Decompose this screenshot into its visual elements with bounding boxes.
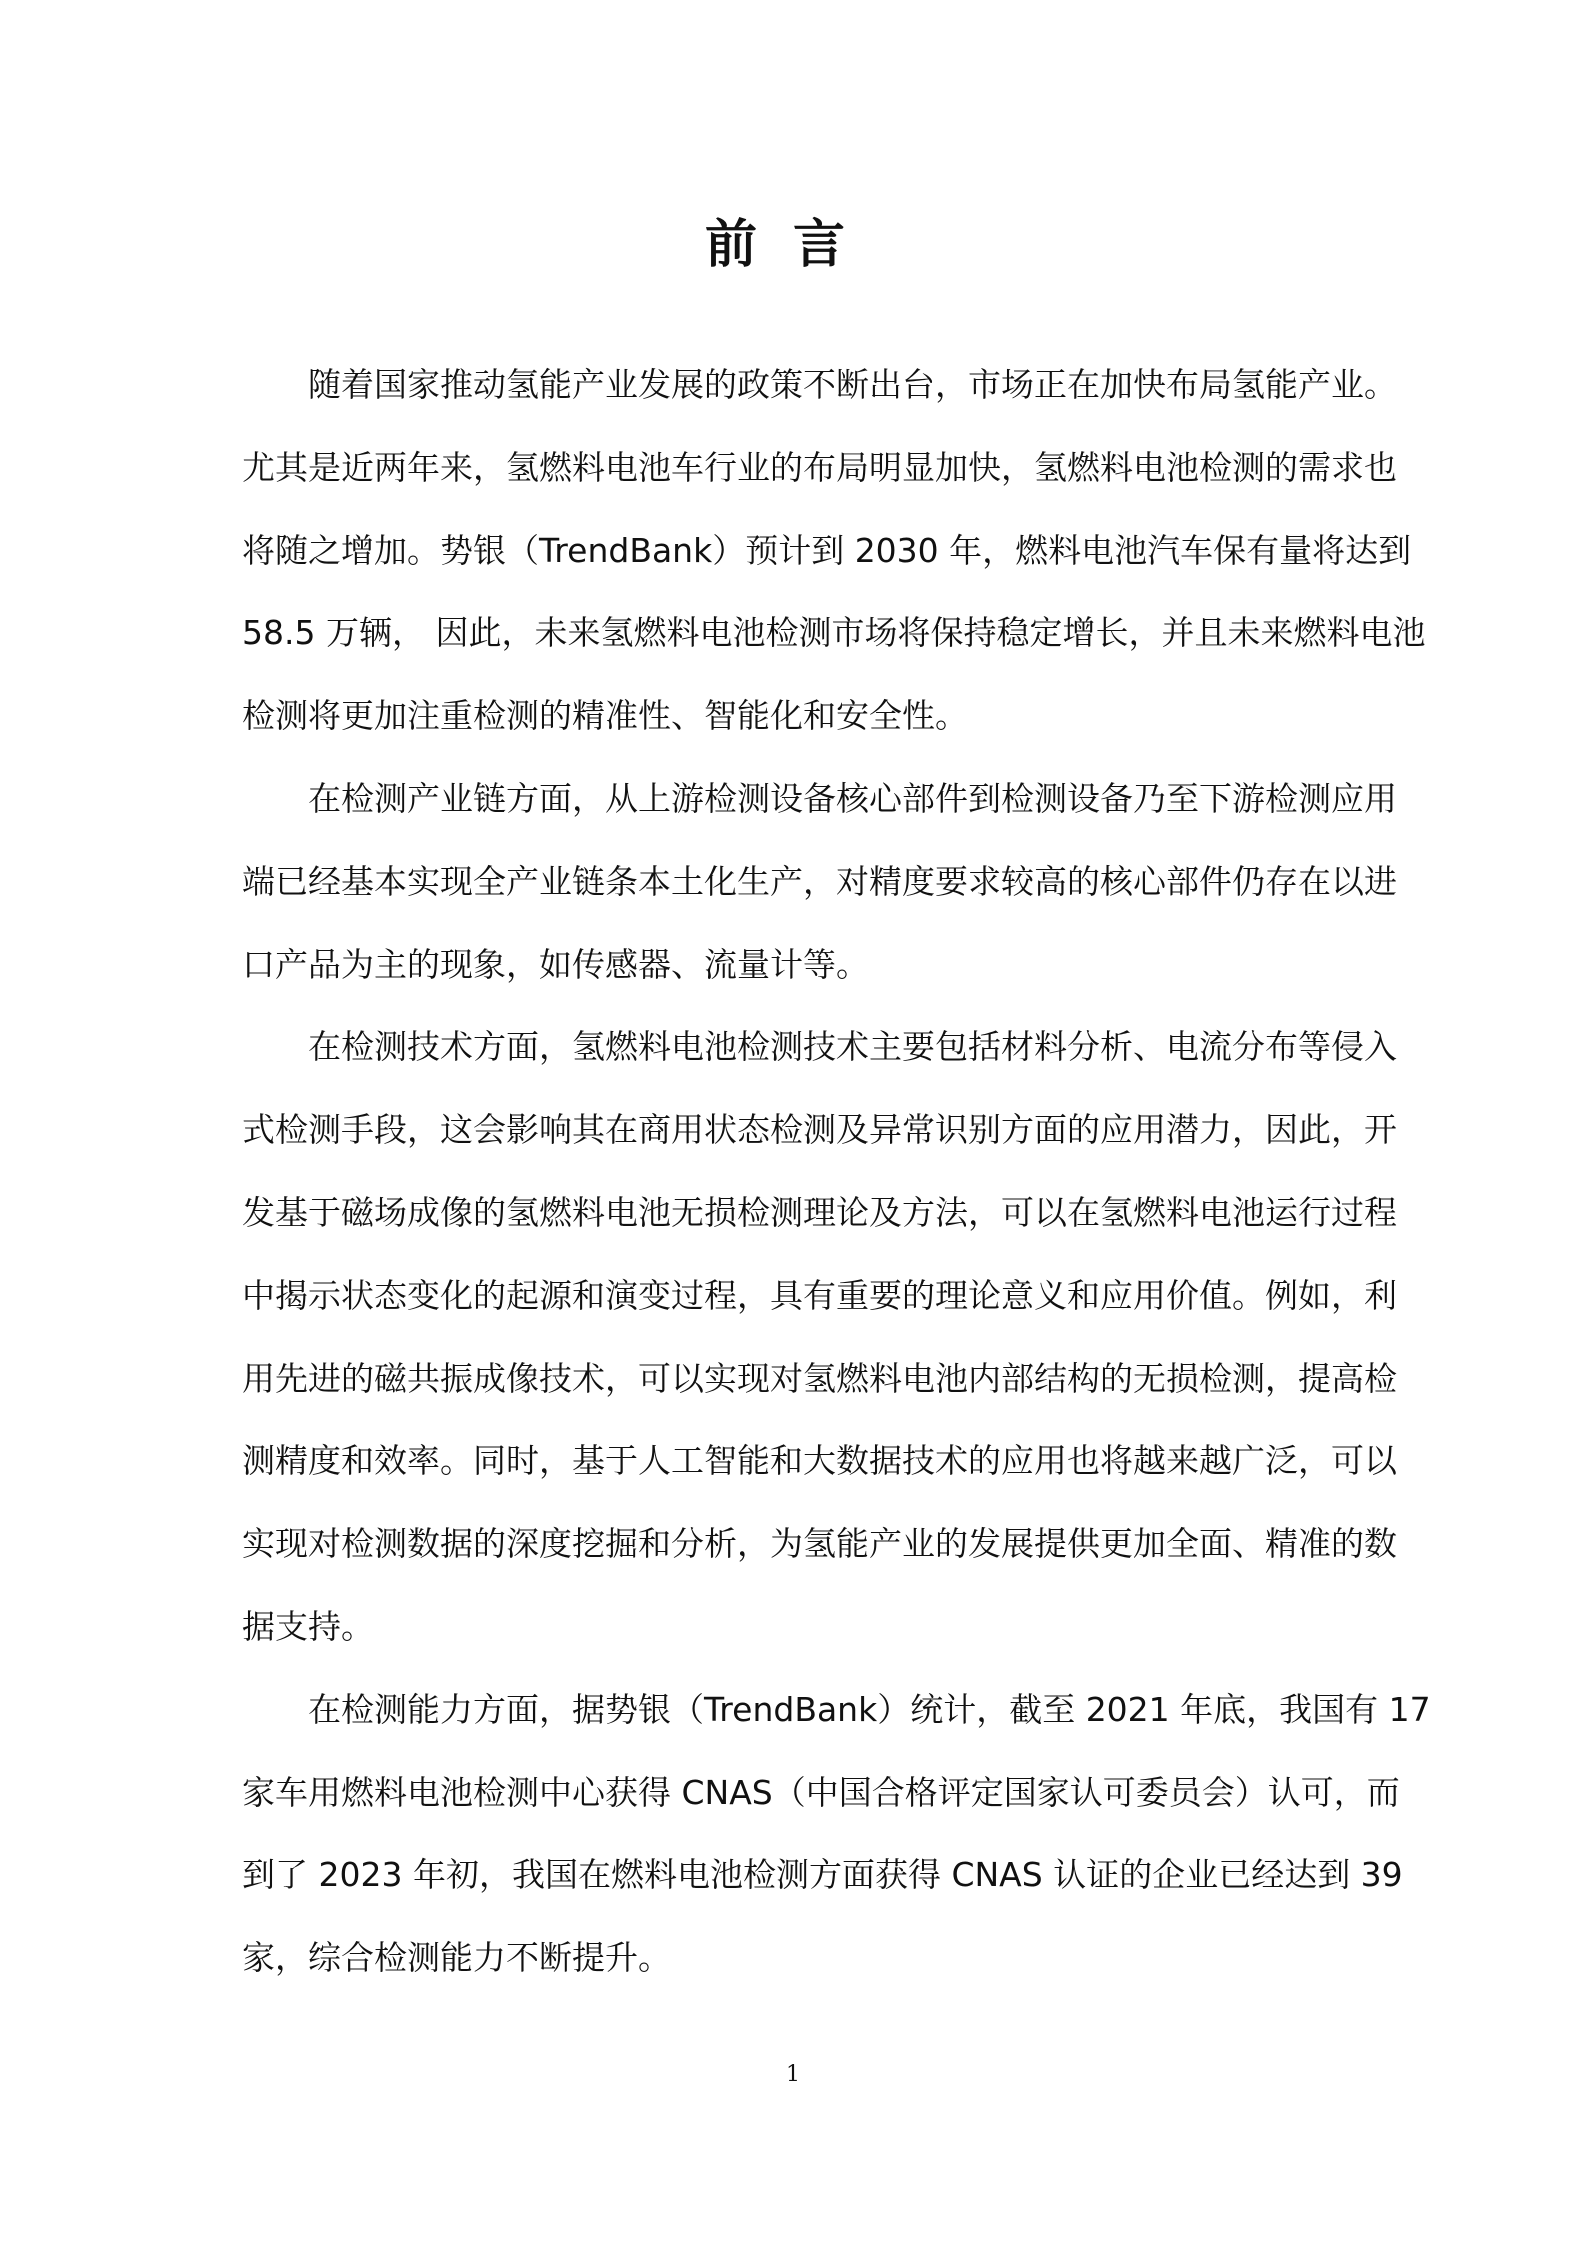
paragraph-line: 家，综合检测能力不断提升。 xyxy=(242,1938,671,1978)
paragraph-line: 检测将更加注重检测的精准性、智能化和安全性。 xyxy=(242,696,968,736)
paragraph xyxy=(242,344,1426,758)
document-body xyxy=(242,344,1431,2000)
paragraph-line: 用先进的磁共振成像技术，可以实现对氢燃料电池内部结构的无损检测，提高检 xyxy=(242,1358,1397,1398)
page-title: 前言 xyxy=(704,215,881,275)
paragraph-line: 随着国家推动氢能产业发展的政策不断出台，市场正在加快布局氢能产业。 xyxy=(308,365,1397,404)
paragraph-line: 在检测能力方面，据势银（TrendBank）统计，截至 2021 年底，我国有 17 xyxy=(308,1689,1431,1729)
paragraph-line: 在检测产业链方面，从上游检测设备核心部件到检测设备乃至下游检测应用 xyxy=(308,778,1397,818)
paragraph-line: 家车用燃料电池检测中心获得 CNAS（中国合格评定国家认可委员会）认可，而 xyxy=(242,1772,1400,1812)
paragraph-line: 据支持。 xyxy=(242,1606,374,1646)
paragraph-line: 端已经基本实现全产业链条本土化生产，对精度要求较高的核心部件仍存在以进 xyxy=(242,861,1397,901)
paragraph-line: 58.5 万辆， 因此，未来氢燃料电池检测市场将保持稳定增长，并且未来燃料电池 xyxy=(242,613,1426,653)
paragraph xyxy=(242,758,1397,1006)
paragraph xyxy=(242,1006,1397,1668)
paragraph-line: 式检测手段，这会影响其在商用状态检测及异常识别方面的应用潜力，因此，开 xyxy=(242,1110,1397,1150)
page-number: 1 xyxy=(786,2062,800,2087)
paragraph-line: 口产品为主的现象，如传感器、流量计等。 xyxy=(242,944,869,984)
paragraph-line: 测精度和效率。同时，基于人工智能和大数据技术的应用也将越来越广泛，可以 xyxy=(242,1441,1397,1481)
paragraph-line: 中揭示状态变化的起源和演变过程，具有重要的理论意义和应用价值。例如，利 xyxy=(242,1275,1397,1315)
paragraph-line: 到了 2023 年初，我国在燃料电池检测方面获得 CNAS 认证的企业已经达到 39 xyxy=(242,1855,1403,1895)
paragraph-line: 将随之增加。势银（TrendBank）预计到 2030 年，燃料电池汽车保有量将达到 xyxy=(242,530,1412,570)
paragraph-line: 尤其是近两年来，氢燃料电池车行业的布局明显加快，氢燃料电池检测的需求也 xyxy=(242,447,1397,487)
paragraph xyxy=(242,1669,1431,2000)
paragraph-line: 发基于磁场成像的氢燃料电池无损检测理论及方法，可以在氢燃料电池运行过程 xyxy=(242,1192,1397,1232)
paragraph-line: 在检测技术方面，氢燃料电池检测技术主要包括材料分析、电流分布等侵入 xyxy=(308,1027,1397,1067)
paragraph-line: 实现对检测数据的深度挖掘和分析，为氢能产业的发展提供更加全面、精准的数 xyxy=(242,1524,1397,1564)
